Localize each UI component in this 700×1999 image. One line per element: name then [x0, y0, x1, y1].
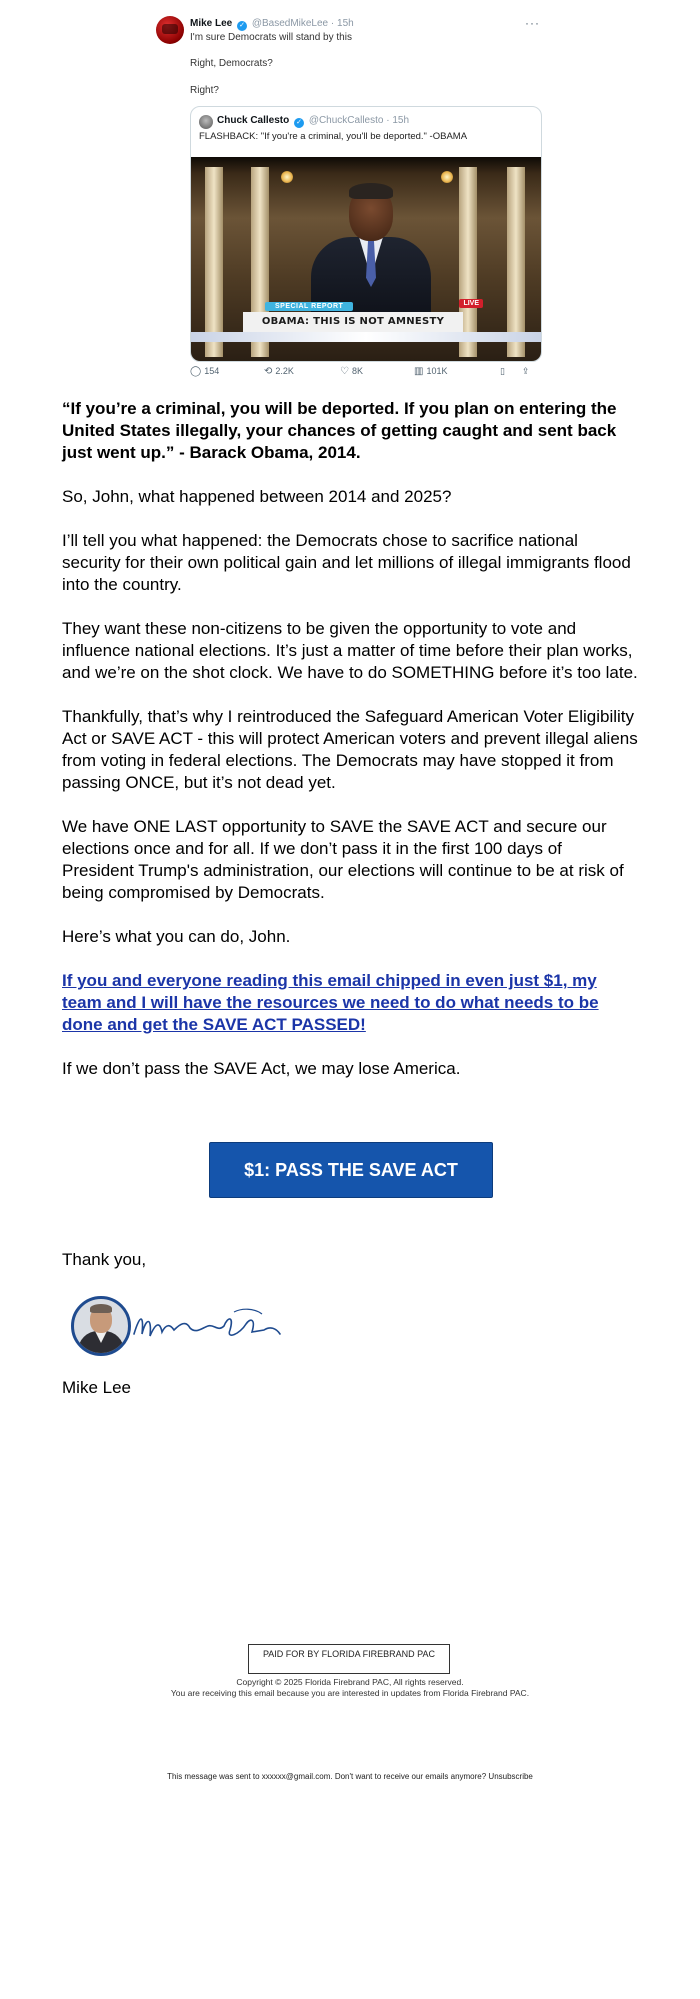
- quoted-tweet-text: FLASHBACK: "If you're a criminal, you'll be deported." -OBAMA: [199, 131, 468, 142]
- lamp-decor: [441, 171, 453, 183]
- speaker-figure: [311, 187, 431, 317]
- subscription-reason: You are receiving this email because you are interested in updates from Florida Firebrand PAC.: [170, 1688, 530, 1698]
- bookmark-icon[interactable]: ▯: [500, 366, 505, 376]
- quoted-author-handle: @ChuckCallesto: [308, 115, 384, 126]
- donate-button[interactable]: $1: PASS THE SAVE ACT: [209, 1142, 493, 1198]
- share-icon[interactable]: ⇪: [522, 366, 530, 376]
- body-paragraph: I’ll tell you what happened: the Democrats chose to sacrifice national security for their own political gain and let millions of illegal immigrants flood into the country.: [62, 531, 631, 594]
- email-body: [62, 398, 638, 1102]
- more-options-icon[interactable]: ···: [525, 16, 540, 30]
- embedded-tweet[interactable]: [152, 8, 548, 384]
- like-count: 8K: [351, 366, 363, 376]
- reply-button[interactable]: [190, 366, 219, 377]
- body-paragraph: Thankfully, that’s why I reintroduced the Safeguard American Voter Eligibility Act or SAVE ACT - this will protect American voters and prevent illegal aliens from voting in federal elections. The Democrats may have stopped it from passing ONCE, but it’s not dead yet.: [62, 707, 638, 792]
- heart-icon: ♡: [340, 366, 349, 377]
- handwritten-signature: [130, 1304, 290, 1348]
- quoted-tweet-header: [217, 115, 409, 128]
- quoted-author-name: Chuck Callesto: [217, 115, 290, 126]
- signer-name: Mike Lee: [62, 1378, 131, 1397]
- verified-badge-icon: ✓: [237, 21, 247, 31]
- lamp-decor: [281, 171, 293, 183]
- body-paragraph: They want these non-citizens to be given the opportunity to vote and influence national elections. It’s just a matter of time before their plan works, and we’re on the shot clock. We have to do SOMETHING before it’s too late.: [62, 619, 638, 682]
- tweet-author-handle[interactable]: @BasedMikeLee: [251, 18, 329, 29]
- tweet-time: · 15h: [330, 18, 354, 29]
- tweet-text-line: I'm sure Democrats will stand by this: [190, 32, 352, 43]
- unsubscribe-line[interactable]: This message was sent to xxxxxx@gmail.com. Don't want to receive our emails anymore? Unsubscribe: [167, 1772, 533, 1781]
- paid-for-disclaimer: PAID FOR BY FLORIDA FIREBRAND PAC: [248, 1644, 450, 1674]
- tweet-author-name[interactable]: Mike Lee: [190, 18, 233, 29]
- quoted-author-avatar: [199, 115, 213, 129]
- repost-count: 2.2K: [275, 366, 294, 376]
- obama-quote: “If you’re a criminal, you will be deported. If you plan on entering the United States illegally, your chances of getting caught and sent back just went up.” - Barack Obama, 2014.: [62, 399, 617, 462]
- footer-copyright: [0, 1677, 700, 1699]
- reply-icon: ◯: [190, 366, 202, 377]
- body-paragraph: So, John, what happened between 2014 and 2025?: [62, 487, 452, 506]
- views-button[interactable]: [414, 366, 447, 377]
- views-count: 101K: [426, 366, 448, 376]
- copyright-line: Copyright © 2025 Florida Firebrand PAC, All rights reserved.: [236, 1677, 464, 1687]
- tweet-author-avatar[interactable]: [156, 16, 184, 44]
- like-button[interactable]: [340, 366, 363, 377]
- body-paragraph: We have ONE LAST opportunity to SAVE the SAVE ACT and secure our elections once and for all. If we don’t pass it in the first 100 days of President Trump's administration, our elections will continue to be at risk of being compromised by Democrats.: [62, 817, 624, 902]
- quoted-tweet[interactable]: [190, 106, 542, 362]
- quoted-tweet-time: · 15h: [386, 115, 410, 126]
- quoted-video-thumbnail[interactable]: [191, 157, 541, 361]
- closing-line: If we don’t pass the SAVE Act, we may lose America.: [62, 1059, 461, 1078]
- signoff: Thank you,: [62, 1250, 147, 1269]
- repost-icon: ⟲: [264, 366, 273, 377]
- donate-link[interactable]: If you and everyone reading this email chipped in even just $1, my team and I will have the resources we need to do what needs to be done and get the SAVE ACT PASSED!: [62, 971, 599, 1034]
- column-decor: [205, 167, 223, 357]
- tweet-text-line: Right, Democrats?: [190, 58, 273, 69]
- reply-count: 154: [204, 366, 220, 376]
- tweet-header: [190, 18, 354, 31]
- tweet-text-line: Right?: [190, 85, 219, 96]
- live-badge: LIVE: [459, 299, 483, 308]
- tweet-actions: [190, 366, 540, 380]
- lower-third-strip: [191, 332, 541, 342]
- signer-avatar: [71, 1296, 131, 1356]
- views-bar-icon: ▥: [414, 366, 424, 377]
- video-headline: OBAMA: THIS IS NOT AMNESTY: [243, 312, 463, 332]
- column-decor: [507, 167, 525, 357]
- body-paragraph: Here’s what you can do, John.: [62, 927, 291, 946]
- repost-button[interactable]: [264, 366, 294, 377]
- special-report-badge: SPECIAL REPORT: [265, 302, 353, 311]
- verified-badge-icon: ✓: [294, 118, 304, 128]
